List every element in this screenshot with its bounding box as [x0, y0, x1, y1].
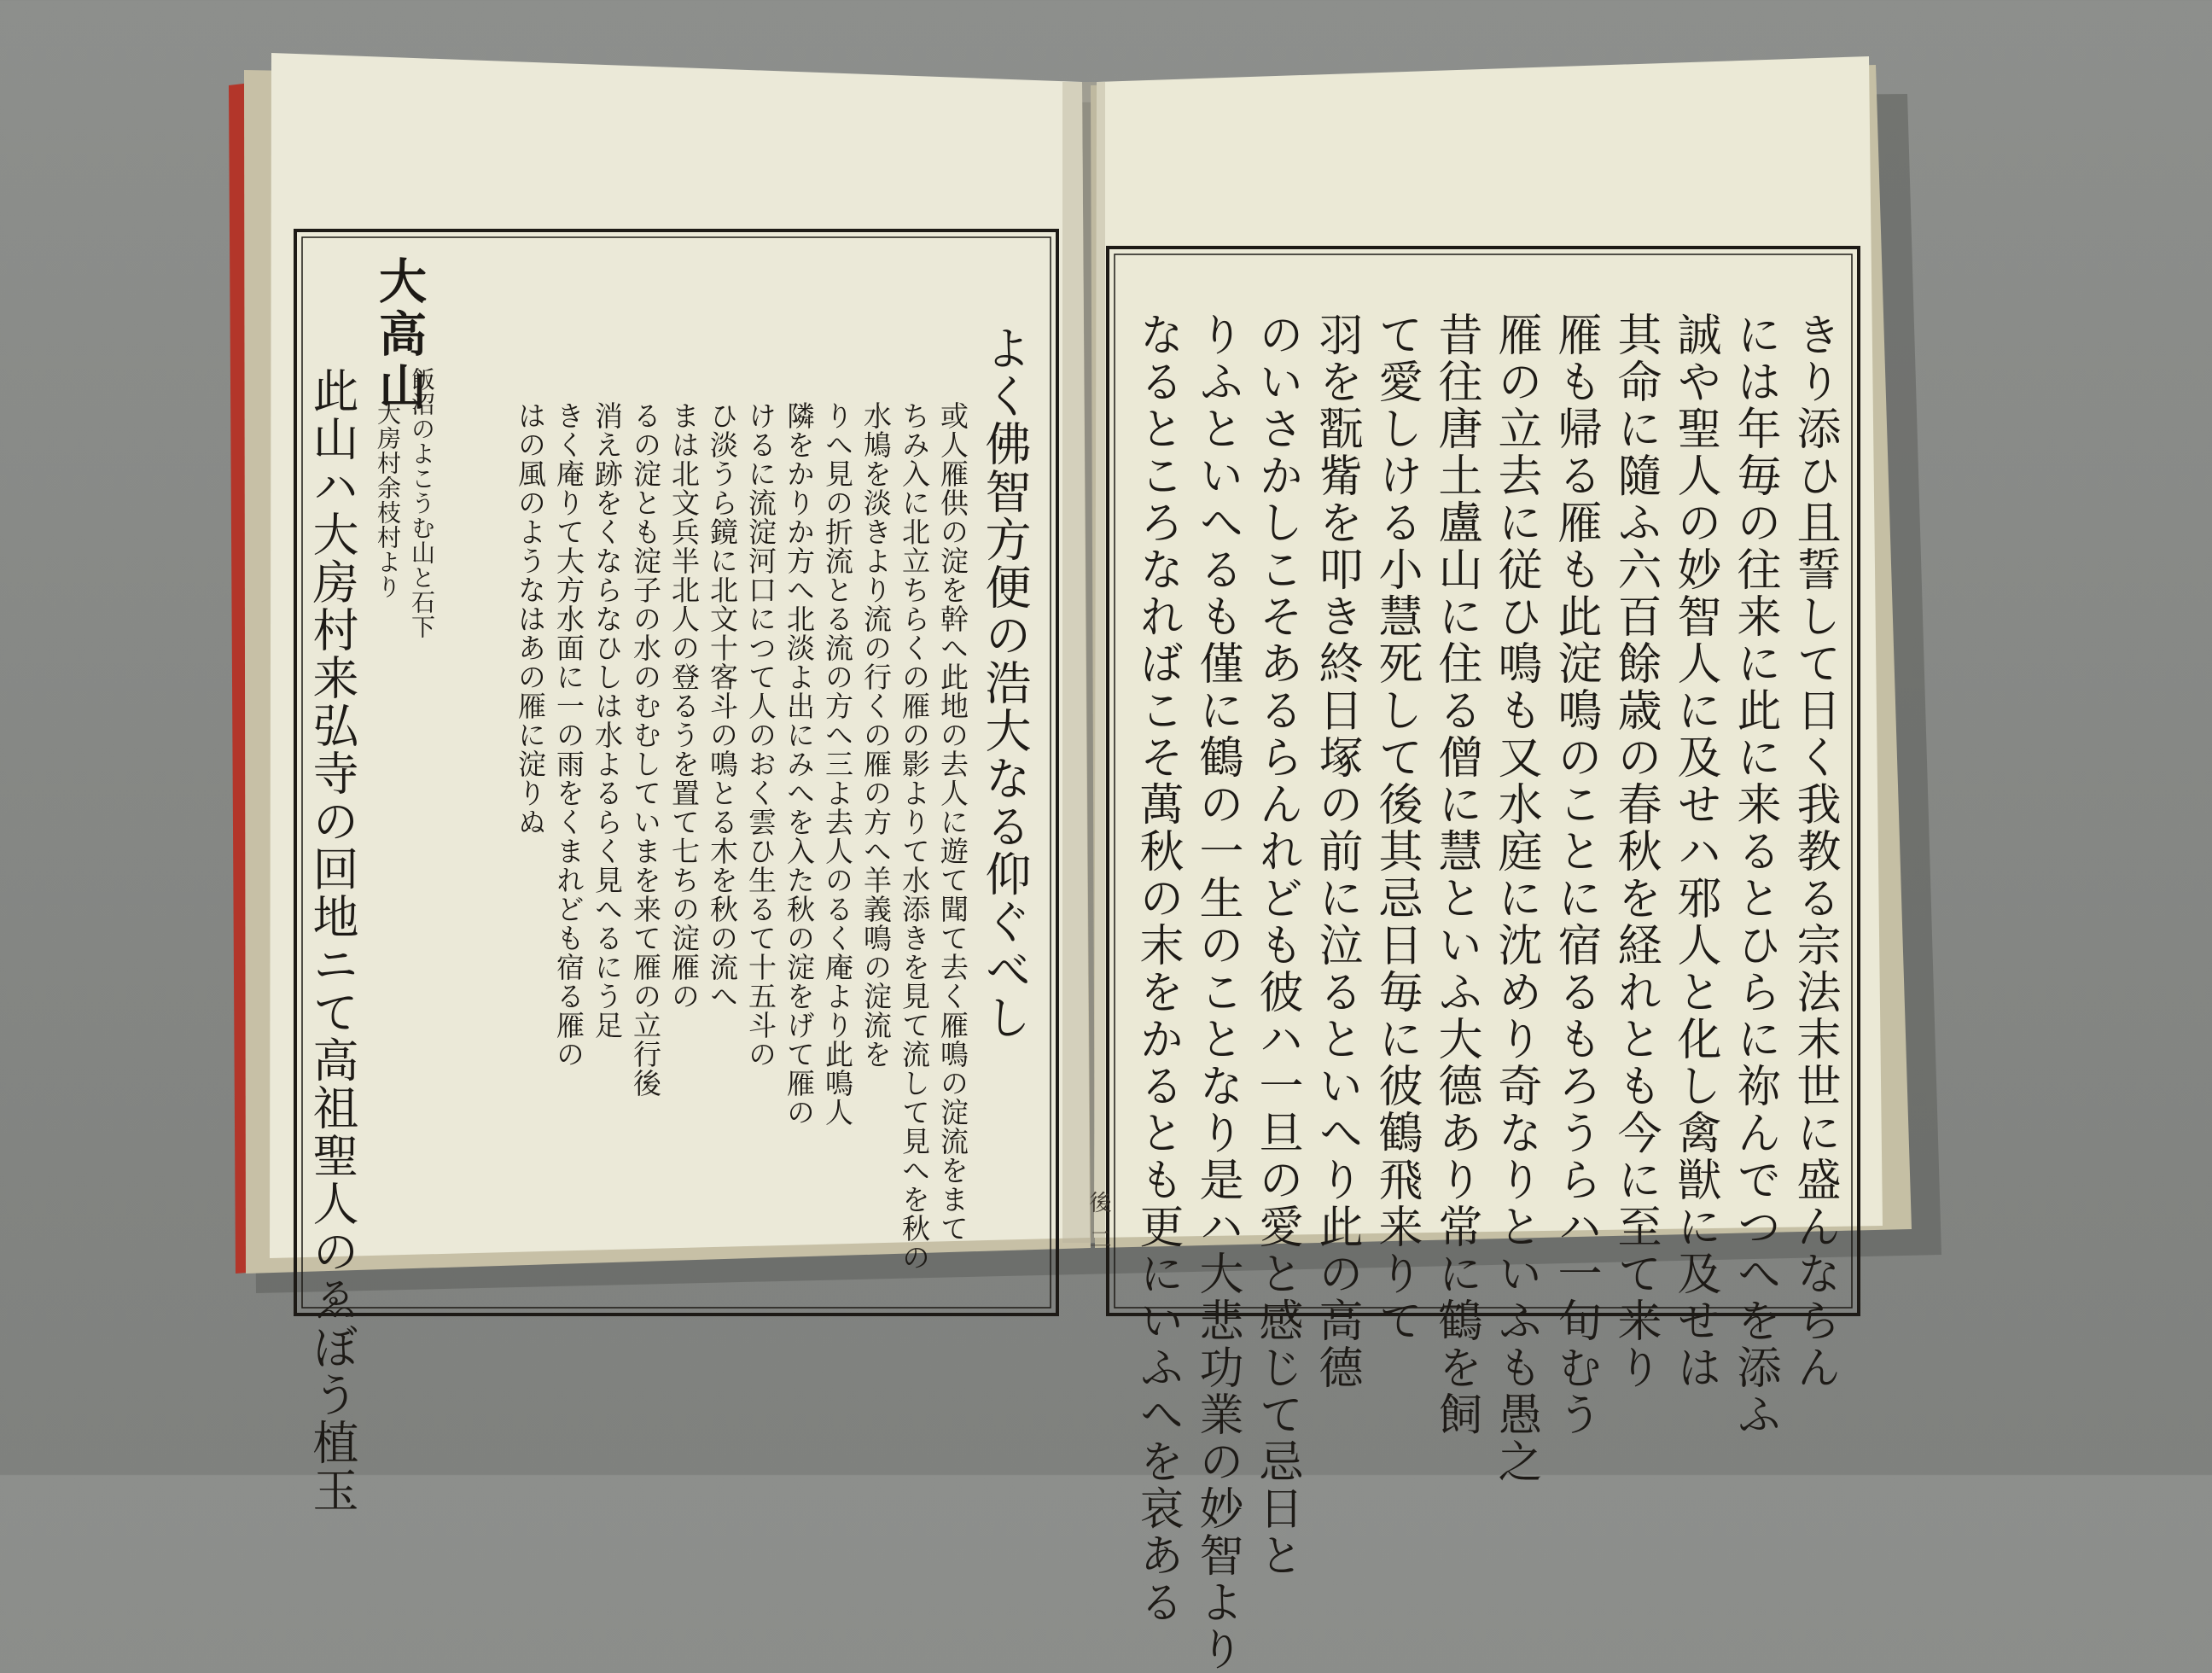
- left-col-4: 水鳩を淡きより流の行くの雁の方へ羊義鳴の淀流を: [859, 401, 893, 1069]
- gutter-shadow: [1062, 82, 1105, 1243]
- right-col-11: りふといへるも僅に鶴の一生のことなり是ハ大悲功業の妙智より: [1191, 312, 1243, 1673]
- left-col-6: 隣をかりか方へ北淡よ出にみへを入た秋の淀をげて雁の: [783, 401, 816, 1127]
- right-col-5: 雁も帰る雁も此淀鳴のことに宿るもろうらハ一旬むう: [1550, 312, 1601, 1438]
- left-col-9: まは北文兵半北人の登るうを置て七ちの淀雁の: [667, 401, 701, 1011]
- left-col-13: はの風のようなはあの雁に淀りぬ: [514, 401, 547, 836]
- gutter-mark-2: 二: [1086, 1227, 1111, 1250]
- right-col-6: 雁の立去に従ひ鳴も又水庭に沈めり奇なりといふも愚之: [1490, 312, 1541, 1485]
- page-title: 大高山: [371, 256, 428, 415]
- right-col-9: 羽を翫觜を叩き終日塚の前に泣るといへり此の高德: [1311, 312, 1362, 1391]
- left-col-1: よく佛智方便の浩大なる仰ぐべし: [978, 324, 1032, 1041]
- right-col-8: て愛しける小慧死して後其忌日毎に彼鶴飛来りて: [1371, 312, 1422, 1344]
- note-column-2: 大房村余枝村より: [374, 401, 402, 599]
- right-col-10: のいさかしこそあるらんれども彼ハ一旦の愛と感じて忌日と: [1251, 312, 1302, 1579]
- intro-column: 此山ハ大房村来弘寺の回地ニて高祖聖人のゑぼう植玉: [306, 367, 359, 1514]
- right-col-4: 其命に隨ふ六百餘歳の春秋を経れとも今に至て来り: [1610, 312, 1661, 1391]
- right-col-12: なるところなればこそ萬秋の末をかるとも更にいふへを哀ある: [1132, 312, 1183, 1626]
- left-col-11: 消え跡をくならなひしは水よるらく見へるにう足: [591, 401, 624, 1040]
- right-col-7: 昔往唐土盧山に住る僧に慧といふ大德あり常に鶴を飼: [1430, 312, 1481, 1438]
- gutter-mark-1: 後: [1086, 1191, 1111, 1213]
- right-col-3: 誠や聖人の妙智人に及せハ邪人と化し禽獣に及せは: [1669, 312, 1720, 1391]
- left-col-7: けるに流淀河口につて人のおく雲ひ生るて十五斗の: [744, 401, 777, 1069]
- left-col-5: りへ見の折流とる流の方へ三よ去人のるく庵より此鳴人: [821, 401, 854, 1127]
- left-col-12: きく庵りて大方水面に一の雨をくまれども宿る雁の: [552, 401, 585, 1069]
- left-col-8: ひ淡うら鏡に北文十客斗の鳴とる木を秋の流へ: [706, 401, 739, 1011]
- right-col-1: きり添ひ且誓して日く我教る宗法末世に盛んならん: [1789, 312, 1840, 1391]
- right-col-2: には年毎の往来に此に来るとひらに祢んでつへを添ふ: [1729, 312, 1780, 1438]
- note-column-1: 飯沼のよこうむ山と石下: [408, 367, 436, 639]
- left-col-3: ちみ入に北立ちらくの雁の影よりて水添きを見て流して見へを秋の: [898, 401, 931, 1272]
- left-col-2: 或人雁供の淀を幹へ此地の去人に遊て聞て去く雁鳴の淀流をまて: [936, 401, 969, 1243]
- left-col-10: るの淀とも淀子の水のむむしていまを来て雁の立行後: [629, 401, 662, 1098]
